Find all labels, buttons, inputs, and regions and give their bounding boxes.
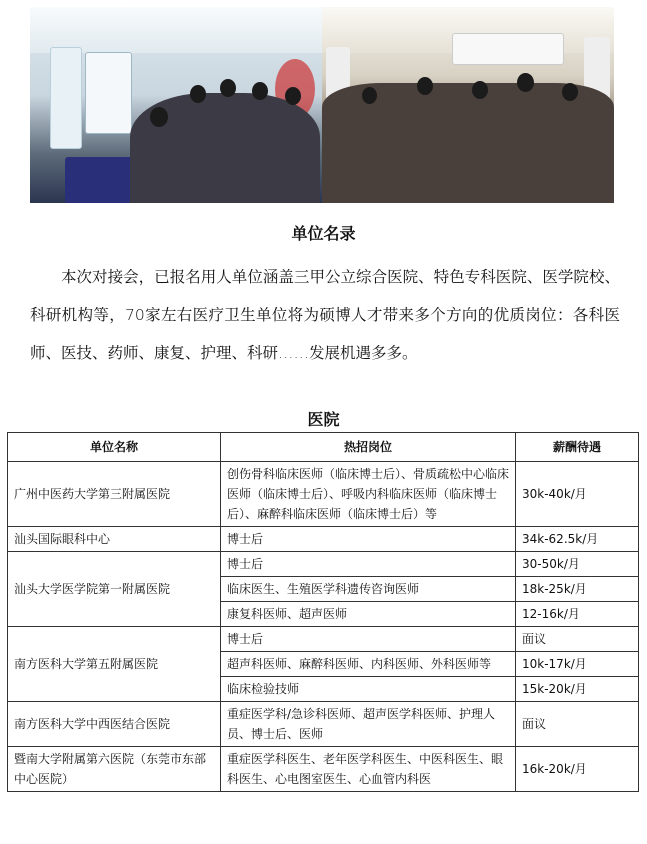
post-cell: 临床医生、生殖医学科遗传咨询医师: [221, 577, 516, 602]
pay-cell: 34k-62.5k/月: [516, 527, 639, 552]
table-row: [8, 527, 639, 552]
intro-paragraph: [30, 258, 620, 372]
table-row: [8, 702, 639, 747]
unit-name-cell: 暨南大学附属第六医院（东莞市东部中心医院）: [8, 747, 221, 792]
pay-cell: 30-50k/月: [516, 552, 639, 577]
post-cell: 重症医学科/急诊科医师、超声医学科医师、护理人员、博士后、医师: [221, 702, 516, 747]
post-cell: 博士后: [221, 627, 516, 652]
header-jobs: 热招岗位: [221, 433, 516, 462]
post-cell: 康复科医师、超声医师: [221, 602, 516, 627]
header-pay: 薪酬待遇: [516, 433, 639, 462]
pay-cell: 18k-25k/月: [516, 577, 639, 602]
table-row: [8, 552, 639, 577]
table-title: 医院: [307, 410, 340, 429]
post-cell: 创伤骨科临床医师（临床博士后）、骨质疏松中心临床医师（临床博士后）、呼吸内科临床医师（临床博士后）、麻醉科临床医师（临床博士后）等: [221, 462, 516, 527]
post-cell: 超声科医师、麻醉科医师、内科医师、外科医师等: [221, 652, 516, 677]
intro-text: 本次对接会，已报名用人单位涵盖三甲公立综合医院、特色专科医院、医学院校、科研机构等，70家左右医疗卫生单位将为硕博人才带来多个方向的优质岗位：各科医师、医技、药师、康复、护理、科研……发展机遇多多。: [30, 268, 620, 362]
pay-cell: 15k-20k/月: [516, 677, 639, 702]
pay-cell: 16k-20k/月: [516, 747, 639, 792]
unit-name-cell: 南方医科大学第五附属医院: [8, 627, 221, 702]
post-cell: 重症医学科医生、老年医学科医生、中医科医生、眼科医生、心电图室医生、心血管内科医: [221, 747, 516, 792]
post-cell: 博士后: [221, 552, 516, 577]
unit-name-cell: 汕头国际眼科中心: [8, 527, 221, 552]
unit-name-cell: 南方医科大学中西医结合医院: [8, 702, 221, 747]
table-header-row: [8, 433, 639, 462]
post-cell: 博士后: [221, 527, 516, 552]
event-photo-crowd: [322, 7, 614, 203]
table-row: [8, 462, 639, 527]
event-photos: [30, 7, 614, 203]
table-row: [8, 747, 639, 792]
pay-cell: 12-16k/月: [516, 602, 639, 627]
unit-name-cell: 广州中医药大学第三附属医院: [8, 462, 221, 527]
unit-name-cell: 汕头大学医学院第一附属医院: [8, 552, 221, 627]
pay-cell: 10k-17k/月: [516, 652, 639, 677]
post-cell: 临床检验技师: [221, 677, 516, 702]
pay-cell: 30k-40k/月: [516, 462, 639, 527]
section-title: 单位名录: [291, 224, 356, 243]
pay-cell: 面议: [516, 627, 639, 652]
pay-cell: 面议: [516, 702, 639, 747]
event-photo-hall: [30, 7, 322, 203]
table-row: [8, 627, 639, 652]
hospital-table: [7, 432, 639, 792]
header-unit: 单位名称: [8, 433, 221, 462]
